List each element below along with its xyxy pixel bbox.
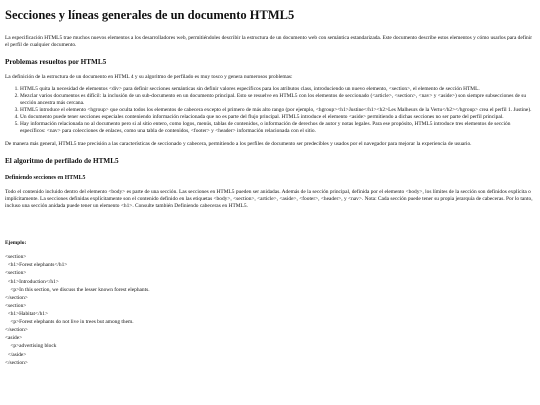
list-item: 1. HTML5 quita la necesidad de elementos <div> para definir secciones semánticas sin definir valores específicos para los atributos class, introduciendo un nuevo elemento, <section>, el elemento de sección HTML. <box>20 86 535 93</box>
section-heading-algorithm: El algoritmo de perfilado de HTML5 <box>5 156 119 165</box>
problems-lead-paragraph: La definición de la estructura de un documento en HTML 4 y su algoritmo de perfilado es muy tosco y genera numerosos problemas: <box>5 73 293 80</box>
section-heading-problems: Problemas resueltos por HTML5 <box>5 58 107 66</box>
sections-body-paragraph: Todo el contenido incluido dentro del elemento <body> es parte de una sección. Las secciones en HTML5 pueden ser anidadas. Además de la sección principal, definida por el elemento <body>, los límites de la sección son definidos explícita o implícitamente. La secciones definidas explícitamente son el contenido definido en las etiquetas <body>, <section>, <article>, <aside>, <footer>, <header>, y <nav>. Nota: Cada sección puede tener su propia jerarquía de cabeceras. Por lo tanto, incluso una sección anidada puede tener un elemento <h1>. Consulte también Definiendo cabeceras en HTML5. <box>5 188 533 210</box>
list-item: 5. Hay información relacionada no al documento pero si al sitio entero, como logos, menús, tablas de contenidos, o información de derechos de autor y notas legales. Para ese propósito, HTML5 introduce tres elementos de sección específicos: <nav> para colecciones de enlaces, como una tabla de contenidos, <footer> y <header> información relacionada con el sitio. <box>20 121 535 135</box>
list-item: 2. Mezclar varios documentos es difícil: la inclusión de un sub-documento en un documento principal. Esto se resuelve en HTML5 con los elementos de seccionado (<article>, <section>, <nav> y <aside>) son siempre subsecciones de su sección ancestra más cercana. <box>20 93 535 107</box>
summary-paragraph: De manera más general, HTML5 trae precisión a las características de seccionado y cabecera, permitiendo a los perfiles de documento ser predecibles y usados por el navegador para mejorar la experiencia de usuario. <box>5 140 472 147</box>
intro-paragraph: La especificación HTML5 trae muchos nuevos elementos a los desarrolladores web, permitiéndoles describir la estructura de un documento web con semántica estandarizada. Este documento describe estos elementos y cómo usarlos para definir el perfil de cualquier documento. <box>5 34 533 48</box>
problems-list <box>5 86 535 136</box>
list-item: 3. HTML5 introduce el elemento <hgroup> que oculta todos los elementos de cabecera excepto el primero de más alto rango (por ejemplo, <hgroup><h1>Justine</h1><h2>Les Malheurs de la Vertu</h2></hgroup> crea el perfil 1. Justine). <box>20 107 535 114</box>
page-title: Secciones y líneas generales de un documento HTML5 <box>5 8 295 22</box>
example-label: Ejemplo: <box>5 240 27 247</box>
code-example: <section> <h1>Forest elephants</h1> <section> <h1>Introduction</h1> <p>In this section, we discuss the lesser known forest elephants. </section> <section> <h1>Habitat</h1> <p>Forest elephants do not live in trees but among them. </section> <aside> <p>advertising block </aside> </section> <box>5 254 150 366</box>
subheading-defining-sections: Definiendo secciones en HTML5 <box>5 175 86 182</box>
list-item: 4. Un documento puede tener secciones especiales conteniendo información relacionada que no es parte del flujo principal. HTML5 introduce el elemento <aside> permitiendo a dichas secciones no ser parte del perfil principal. <box>20 114 535 121</box>
